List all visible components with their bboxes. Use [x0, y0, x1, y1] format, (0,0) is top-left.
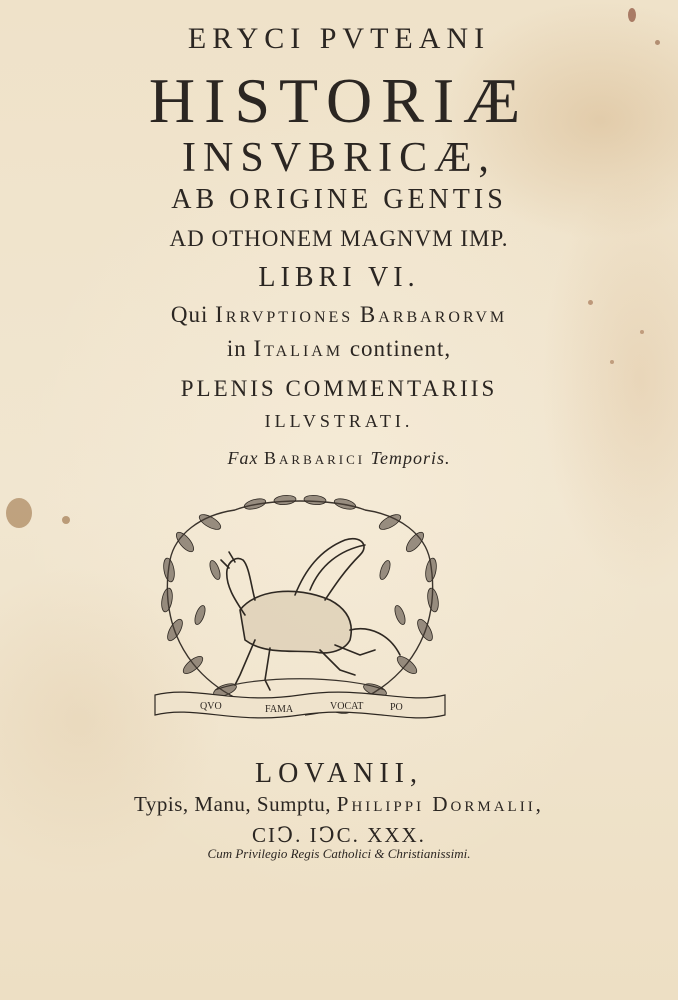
motto-fax: Fax	[227, 448, 259, 468]
continent-word: continent,	[349, 336, 452, 361]
motto-barbarici: Barbarici	[264, 448, 366, 468]
motto-temporis: Temporis.	[370, 448, 451, 468]
imprint-printer-line	[0, 792, 678, 817]
foxing-stain	[62, 516, 70, 524]
motto-line	[0, 448, 678, 469]
motto-banner	[155, 692, 445, 718]
description-line-1	[0, 302, 678, 328]
italiam-word: Italiam	[253, 336, 344, 361]
banner-word: VOCAT	[330, 701, 364, 712]
author-line: ERYCI PVTEANI	[187, 22, 491, 55]
privilege-line: Cum Privilegio Regis Catholici & Christianissimi.	[207, 846, 471, 861]
emperor-line: AD OTHONEM MAGNVM IMP.	[169, 226, 509, 251]
printers-device	[145, 490, 455, 740]
title-sub: INSVBRICÆ,	[182, 135, 496, 181]
foxing-stain	[6, 498, 32, 528]
title-main: HISTORIÆ	[148, 65, 530, 136]
ground-hill	[215, 679, 385, 690]
origin-line: AB ORIGINE GENTIS	[171, 184, 507, 215]
printer-name: Philippi Dormalii,	[336, 792, 544, 816]
banner-word: PO	[390, 702, 403, 713]
in-word: in	[226, 336, 247, 361]
printer-prefix: Typis, Manu, Sumptu,	[134, 792, 332, 816]
commentary-line-1: PLENIS COMMENTARIIS	[180, 376, 498, 401]
banner-word: FAMA	[265, 704, 294, 715]
imprint-date: CIↃ. IↃC. XXX.	[252, 823, 426, 847]
barbarorum-word: Barbarorvm	[359, 302, 508, 327]
imprint-city: LOVANII,	[254, 758, 424, 789]
banner-word: QVO	[200, 701, 222, 712]
qui-word: Qui	[170, 302, 209, 327]
commentary-line-2: ILLVSTRATI.	[264, 411, 414, 431]
pegasus-figure	[221, 539, 400, 690]
description-line-2	[0, 336, 678, 362]
books-line: LIBRI VI.	[258, 262, 420, 293]
foxing-stain	[640, 330, 644, 334]
foxing-stain	[628, 8, 636, 22]
irruptiones-word: Irrvptiones	[215, 302, 354, 327]
